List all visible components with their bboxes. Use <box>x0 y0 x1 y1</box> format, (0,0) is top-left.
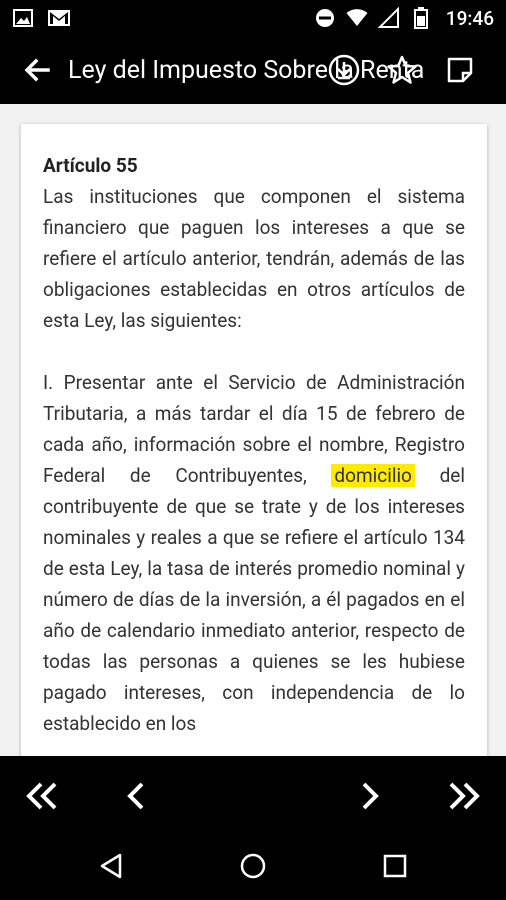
system-recents-button[interactable] <box>382 853 408 883</box>
system-navigation-bar <box>0 836 506 900</box>
system-back-button[interactable] <box>98 852 124 884</box>
triangle-back-icon <box>98 852 124 880</box>
paragraph-2-text-after: del contribuyente de que se trate y de los intereses nominales y reales a que se refiere el artículo 134 de esta Ley, la tasa de interés promedio nominal y número de días de la inversión, a él pagados en el año de calendario inmediato anterior, respecto de todas las personas a quienes se les hubiese pagado intereses, con independencia de lo establecido en los <box>43 464 465 735</box>
article-paragraph-2 <box>43 367 465 739</box>
gmail-icon <box>48 7 70 29</box>
do-not-disturb-icon <box>314 7 336 29</box>
chevron-right-icon <box>358 781 382 811</box>
download-icon <box>328 54 360 86</box>
favorite-button[interactable] <box>384 52 420 88</box>
circle-home-icon <box>239 852 267 880</box>
app-title: Ley del Impuesto Sobre la Renta <box>68 55 425 85</box>
page-navigation <box>0 756 506 836</box>
note-icon <box>446 56 474 84</box>
double-chevron-left-icon <box>25 781 59 811</box>
article-heading: Artículo 55 <box>43 154 138 177</box>
battery-icon <box>410 7 432 29</box>
note-button[interactable] <box>442 52 478 88</box>
status-bar <box>0 0 506 36</box>
chevron-left-icon <box>124 781 148 811</box>
download-button[interactable] <box>326 52 362 88</box>
paragraph-2-text-before: I. Presentar ante el Servicio de Administración Tributaria, a más tardar el día 15 de febrero de cada año, información sobre el nombre, Registro Federal de Contribuyentes, <box>43 371 465 487</box>
app-actions <box>326 52 478 88</box>
article-card <box>21 124 487 824</box>
previous-article-button[interactable] <box>114 774 158 818</box>
double-chevron-right-icon <box>447 781 481 811</box>
app-bar <box>0 36 506 104</box>
image-icon <box>12 7 34 29</box>
status-right <box>314 7 494 30</box>
last-article-button[interactable] <box>442 774 486 818</box>
status-time: 19:46 <box>445 6 494 30</box>
star-icon <box>387 55 417 85</box>
arrow-back-icon <box>22 56 50 84</box>
wifi-icon <box>346 7 368 29</box>
first-article-button[interactable] <box>20 774 64 818</box>
article-paragraph-1: Las instituciones que componen el sistema financiero que paguen los intereses a que se refiere el artículo anterior, tendrán, además de las obligaciones establecidas en otros artículos de esta Ley, las siguientes: <box>43 185 465 332</box>
search-highlight: domicilio <box>331 464 414 487</box>
next-article-button[interactable] <box>348 774 392 818</box>
system-home-button[interactable] <box>239 852 267 884</box>
signal-icon <box>378 7 400 29</box>
status-left <box>12 7 70 29</box>
content-area[interactable] <box>0 104 506 756</box>
square-recents-icon <box>382 853 408 879</box>
back-button[interactable] <box>18 52 54 88</box>
